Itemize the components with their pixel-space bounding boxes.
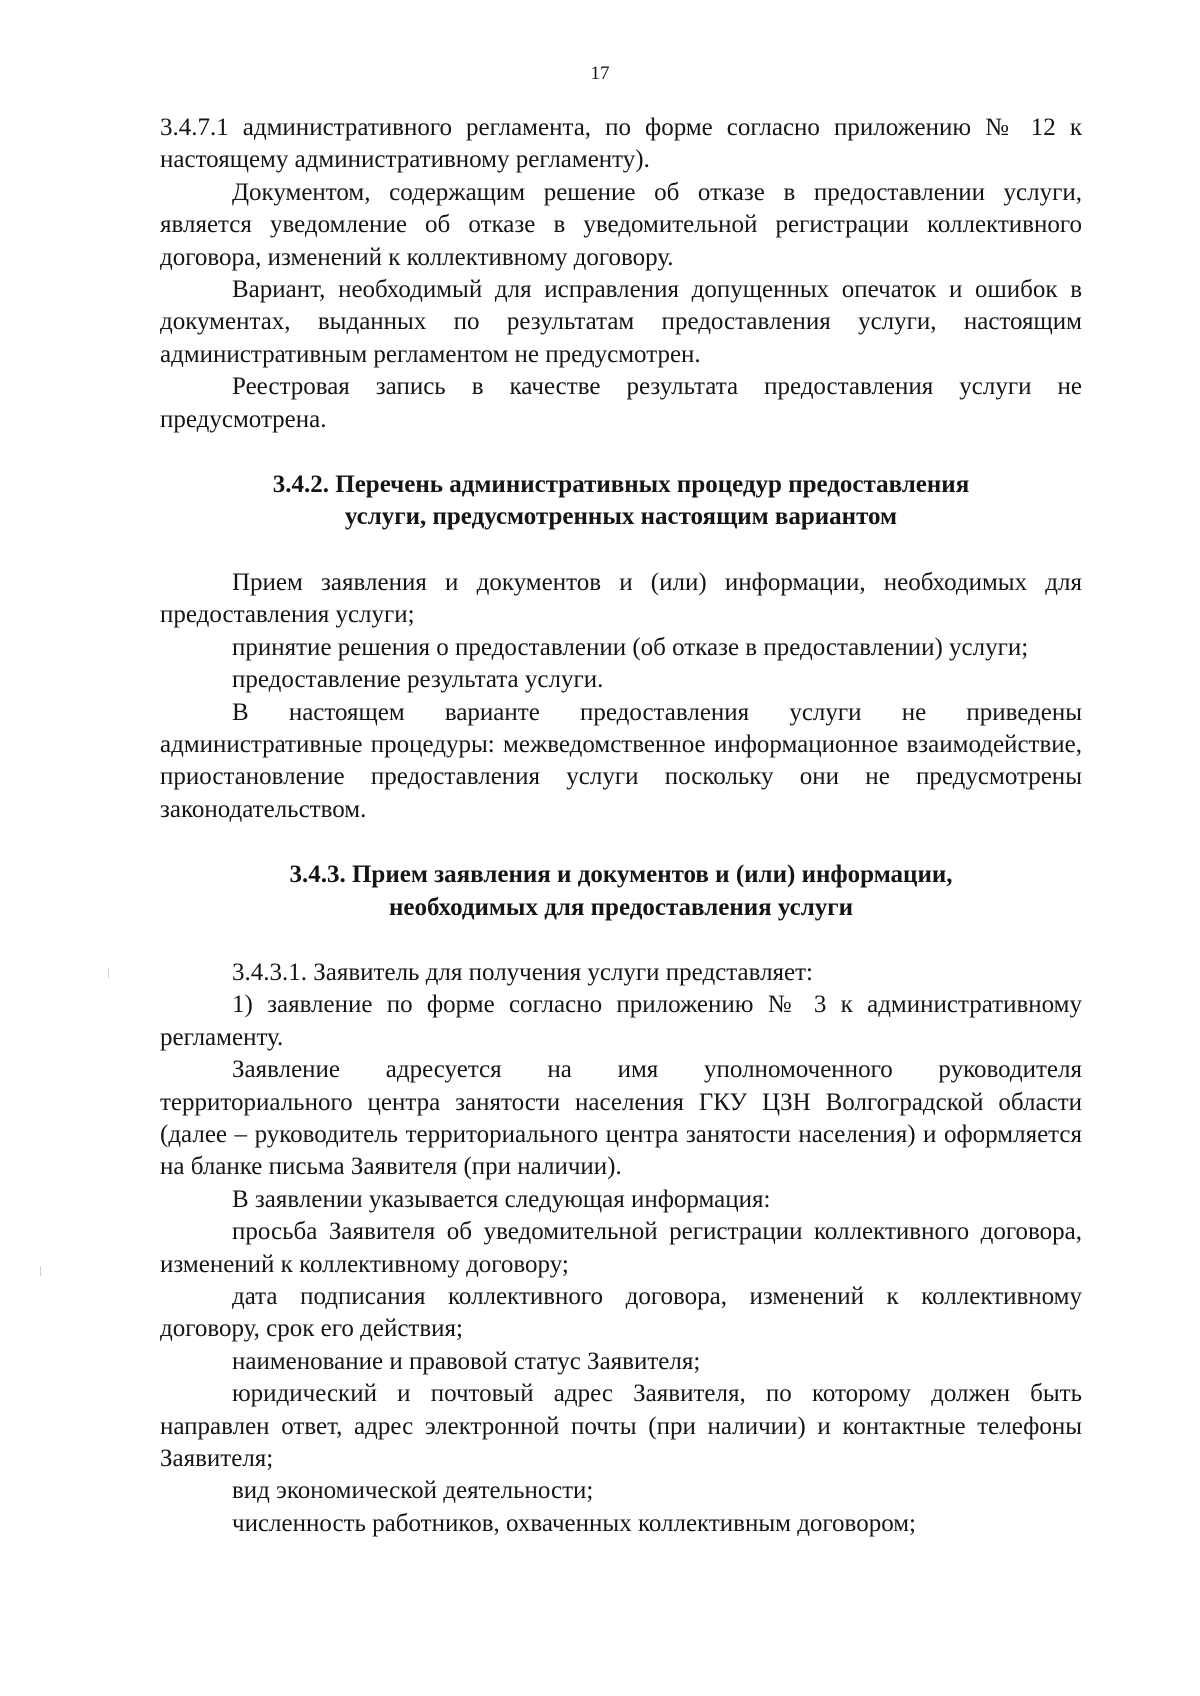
paragraph: дата подписания коллективного договора, изменений к коллективному договору, срок его действия; [160,1283,1082,1343]
paragraph: просьба Заявителя об уведомительной регистрации коллективного договора, изменений к коллективному договору; [160,1218,1082,1278]
scan-artifact [108,968,109,978]
page-number: 17 [590,63,610,84]
heading-line: услуги, предусмотренных настоящим вариантом [344,503,898,531]
paragraph: наименование и правовой статус Заявителя; [232,1347,701,1375]
paragraph: Реестровая запись в качестве результата предоставления услуги не предусмотрена. [160,373,1082,433]
paragraph: Вариант, необходимый для исправления допущенных опечаток и ошибок в документах, выданных по результатам предоставления услуги, настоящим административным регламентом не предусмотрен. [160,276,1082,368]
heading-line: необходимых для предоставления услуги [388,893,854,921]
paragraph: численность работников, охваченных коллективным договором; [232,1509,916,1537]
paragraph: В заявлении указывается следующая информация: [232,1185,771,1213]
paragraph: предоставление результата услуги. [232,666,604,694]
paragraph: Документом, содержащим решение об отказе в предоставлении услуги, является уведомление об отказе в уведомительной регистрации коллективного договора, изменений к коллективному договору. [160,178,1082,271]
paragraph: вид экономической деятельности; [232,1477,594,1505]
heading-line: 3.4.2. Перечень административных процедур предоставления [272,471,970,499]
section-heading-3-4-3 [160,859,1082,924]
paragraph: 3.4.7.1 административного регламента, по форме согласно приложению № 12 к настоящему административному регламенту). [160,114,1082,174]
paragraph: Заявление адресуется на имя уполномоченного руководителя территориального центра занятости населения ГКУ ЦЗН Волгоградской области (далее – руководитель территориального центра занятости населения) и оформляется на бланке письма Заявителя (при наличии). [160,1056,1082,1181]
document-body [160,112,1082,1540]
section-heading-3-4-2 [160,469,1082,534]
paragraph: В настоящем варианте предоставления услуги не приведены административные процедуры: межведомственное информационное взаимодействие, приостановление предоставления услуги поскольку они не предусмотрены законодательством. [160,698,1082,823]
paragraph: принятие решения о предоставлении (об отказе в предоставлении) услуги; [232,633,1029,661]
paragraph: Прием заявления и документов и (или) информации, необходимых для предоставления услуги; [160,568,1082,629]
paragraph: юридический и почтовый адрес Заявителя, по которому должен быть направлен ответ, адрес электронной почты (при наличии) и контактные телефоны Заявителя; [160,1380,1082,1473]
paragraph: 3.4.3.1. Заявитель для получения услуги представляет: [232,958,814,986]
heading-line: 3.4.3. Прием заявления и документов и (или) информации, [289,861,953,889]
paragraph: 1) заявление по форме согласно приложению № 3 к административному регламенту. [160,991,1082,1051]
scan-artifact [40,1266,41,1276]
